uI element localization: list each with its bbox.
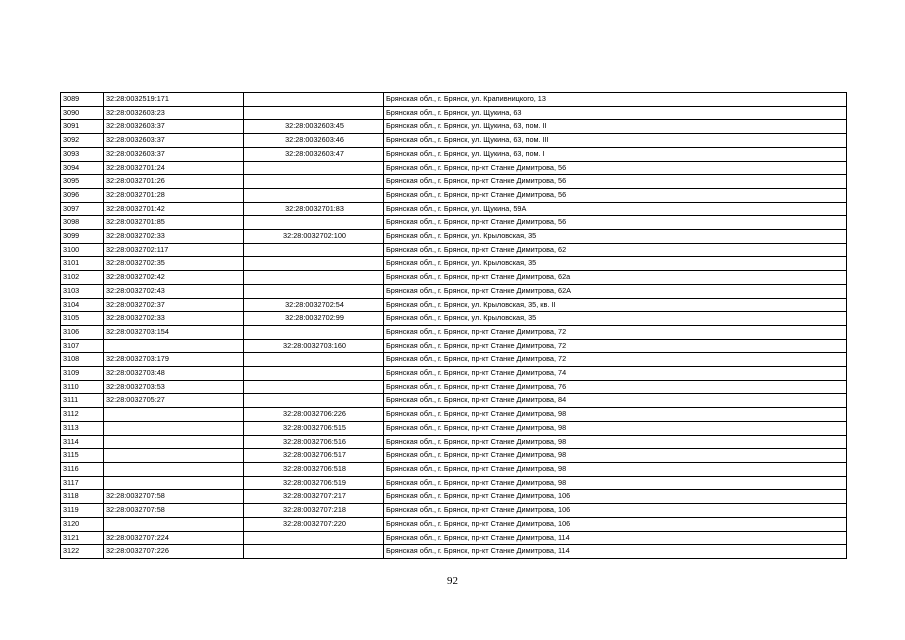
linked-cadastral-number-cell [244, 188, 384, 202]
row-number-cell: 3103 [61, 284, 104, 298]
linked-cadastral-number-cell [244, 271, 384, 285]
cadastral-number-cell: 32:28:0032702:117 [104, 243, 244, 257]
cadastral-number-cell: 32:28:0032519:171 [104, 93, 244, 107]
table-row [61, 147, 847, 161]
cadastral-number-cell: 32:28:0032603:37 [104, 134, 244, 148]
address-cell: Брянская обл., г. Брянск, ул. Крапивницкого, 13 [384, 93, 847, 107]
linked-cadastral-number-cell [244, 531, 384, 545]
row-number-cell: 3098 [61, 216, 104, 230]
linked-cadastral-number-cell [244, 325, 384, 339]
cadastral-number-cell: 32:28:0032701:26 [104, 175, 244, 189]
row-number-cell: 3112 [61, 408, 104, 422]
address-cell: Брянская обл., г. Брянск, пр-кт Станке Димитрова, 76 [384, 380, 847, 394]
linked-cadastral-number-cell: 32:28:0032603:47 [244, 147, 384, 161]
table-row [61, 367, 847, 381]
cadastral-number-cell [104, 517, 244, 531]
address-cell: Брянская обл., г. Брянск, ул. Щукина, 63, пом. II [384, 120, 847, 134]
row-number-cell: 3115 [61, 449, 104, 463]
address-cell: Брянская обл., г. Брянск, пр-кт Станке Димитрова, 98 [384, 408, 847, 422]
row-number-cell: 3118 [61, 490, 104, 504]
address-cell: Брянская обл., г. Брянск, ул. Щукина, 59А [384, 202, 847, 216]
address-cell: Брянская обл., г. Брянск, пр-кт Станке Димитрова, 98 [384, 476, 847, 490]
cadastral-number-cell: 32:28:0032707:224 [104, 531, 244, 545]
row-number-cell: 3091 [61, 120, 104, 134]
cadastral-number-cell: 32:28:0032701:42 [104, 202, 244, 216]
row-number-cell: 3110 [61, 380, 104, 394]
cadastral-number-cell [104, 408, 244, 422]
address-cell: Брянская обл., г. Брянск, пр-кт Станке Димитрова, 56 [384, 175, 847, 189]
table-row [61, 271, 847, 285]
table-row [61, 161, 847, 175]
table-row [61, 517, 847, 531]
address-cell: Брянская обл., г. Брянск, пр-кт Станке Димитрова, 62 [384, 243, 847, 257]
table-row [61, 408, 847, 422]
cadastral-number-cell [104, 462, 244, 476]
cadastral-number-cell: 32:28:0032702:43 [104, 284, 244, 298]
address-cell: Брянская обл., г. Брянск, пр-кт Станке Димитрова, 106 [384, 490, 847, 504]
row-number-cell: 3097 [61, 202, 104, 216]
row-number-cell: 3120 [61, 517, 104, 531]
table-row [61, 490, 847, 504]
linked-cadastral-number-cell: 32:28:0032701:83 [244, 202, 384, 216]
cadastral-number-cell: 32:28:0032603:37 [104, 147, 244, 161]
row-number-cell: 3090 [61, 106, 104, 120]
address-cell: Брянская обл., г. Брянск, ул. Крыловская, 35, кв. II [384, 298, 847, 312]
address-cell: Брянская обл., г. Брянск, пр-кт Станке Димитрова, 62а [384, 271, 847, 285]
address-cell: Брянская обл., г. Брянск, пр-кт Станке Димитрова, 56 [384, 216, 847, 230]
row-number-cell: 3113 [61, 421, 104, 435]
address-cell: Брянская обл., г. Брянск, пр-кт Станке Димитрова, 98 [384, 449, 847, 463]
table-row [61, 325, 847, 339]
row-number-cell: 3117 [61, 476, 104, 490]
row-number-cell: 3093 [61, 147, 104, 161]
cadastral-number-cell: 32:28:0032702:42 [104, 271, 244, 285]
row-number-cell: 3121 [61, 531, 104, 545]
linked-cadastral-number-cell [244, 243, 384, 257]
table-row [61, 394, 847, 408]
row-number-cell: 3109 [61, 367, 104, 381]
table-row [61, 257, 847, 271]
table-body [61, 93, 847, 559]
address-cell: Брянская обл., г. Брянск, пр-кт Станке Димитрова, 98 [384, 462, 847, 476]
table-row [61, 545, 847, 559]
linked-cadastral-number-cell [244, 216, 384, 230]
address-cell: Брянская обл., г. Брянск, ул. Крыловская, 35 [384, 312, 847, 326]
linked-cadastral-number-cell [244, 394, 384, 408]
row-number-cell: 3102 [61, 271, 104, 285]
linked-cadastral-number-cell: 32:28:0032706:518 [244, 462, 384, 476]
address-cell: Брянская обл., г. Брянск, ул. Щукина, 63, пом. I [384, 147, 847, 161]
row-number-cell: 3095 [61, 175, 104, 189]
table-row [61, 449, 847, 463]
table-row [61, 531, 847, 545]
row-number-cell: 3096 [61, 188, 104, 202]
address-cell: Брянская обл., г. Брянск, пр-кт Станке Димитрова, 72 [384, 353, 847, 367]
table-row [61, 380, 847, 394]
cadastral-number-cell: 32:28:0032603:37 [104, 120, 244, 134]
linked-cadastral-number-cell [244, 367, 384, 381]
linked-cadastral-number-cell: 32:28:0032603:46 [244, 134, 384, 148]
linked-cadastral-number-cell: 32:28:0032706:515 [244, 421, 384, 435]
table-row [61, 435, 847, 449]
address-cell: Брянская обл., г. Брянск, пр-кт Станке Димитрова, 56 [384, 188, 847, 202]
cadastral-number-cell: 32:28:0032702:37 [104, 298, 244, 312]
table-row [61, 504, 847, 518]
table-row [61, 339, 847, 353]
linked-cadastral-number-cell [244, 106, 384, 120]
cadastral-number-cell: 32:28:0032707:58 [104, 490, 244, 504]
address-cell: Брянская обл., г. Брянск, пр-кт Станке Димитрова, 114 [384, 531, 847, 545]
row-number-cell: 3099 [61, 230, 104, 244]
page-number: 92 [447, 575, 458, 587]
table-row [61, 243, 847, 257]
cadastral-number-cell [104, 449, 244, 463]
cadastral-table [60, 92, 847, 559]
address-cell: Брянская обл., г. Брянск, пр-кт Станке Димитрова, 98 [384, 421, 847, 435]
cadastral-number-cell: 32:28:0032702:35 [104, 257, 244, 271]
address-cell: Брянская обл., г. Брянск, пр-кт Станке Димитрова, 72 [384, 325, 847, 339]
row-number-cell: 3089 [61, 93, 104, 107]
linked-cadastral-number-cell: 32:28:0032707:220 [244, 517, 384, 531]
table-row [61, 284, 847, 298]
table-row [61, 188, 847, 202]
table-row [61, 216, 847, 230]
address-cell: Брянская обл., г. Брянск, пр-кт Станке Димитрова, 106 [384, 517, 847, 531]
linked-cadastral-number-cell: 32:28:0032702:54 [244, 298, 384, 312]
address-cell: Брянская обл., г. Брянск, пр-кт Станке Димитрова, 98 [384, 435, 847, 449]
linked-cadastral-number-cell: 32:28:0032707:218 [244, 504, 384, 518]
address-cell: Брянская обл., г. Брянск, пр-кт Станке Димитрова, 56 [384, 161, 847, 175]
address-cell: Брянская обл., г. Брянск, ул. Щукина, 63 [384, 106, 847, 120]
linked-cadastral-number-cell [244, 545, 384, 559]
cadastral-number-cell: 32:28:0032701:24 [104, 161, 244, 175]
address-cell: Брянская обл., г. Брянск, пр-кт Станке Димитрова, 74 [384, 367, 847, 381]
cadastral-number-cell: 32:28:0032701:28 [104, 188, 244, 202]
row-number-cell: 3116 [61, 462, 104, 476]
cadastral-number-cell [104, 435, 244, 449]
address-cell: Брянская обл., г. Брянск, пр-кт Станке Димитрова, 62А [384, 284, 847, 298]
linked-cadastral-number-cell: 32:28:0032706:519 [244, 476, 384, 490]
linked-cadastral-number-cell [244, 353, 384, 367]
cadastral-number-cell: 32:28:0032703:48 [104, 367, 244, 381]
cadastral-number-cell: 32:28:0032703:154 [104, 325, 244, 339]
table-row [61, 106, 847, 120]
cadastral-number-cell: 32:28:0032703:53 [104, 380, 244, 394]
cadastral-number-cell [104, 476, 244, 490]
cadastral-number-cell: 32:28:0032702:33 [104, 312, 244, 326]
linked-cadastral-number-cell: 32:28:0032703:160 [244, 339, 384, 353]
row-number-cell: 3100 [61, 243, 104, 257]
address-cell: Брянская обл., г. Брянск, пр-кт Станке Димитрова, 106 [384, 504, 847, 518]
row-number-cell: 3092 [61, 134, 104, 148]
table-row [61, 93, 847, 107]
linked-cadastral-number-cell [244, 257, 384, 271]
row-number-cell: 3111 [61, 394, 104, 408]
linked-cadastral-number-cell: 32:28:0032702:99 [244, 312, 384, 326]
row-number-cell: 3114 [61, 435, 104, 449]
table-row [61, 134, 847, 148]
address-cell: Брянская обл., г. Брянск, пр-кт Станке Димитрова, 72 [384, 339, 847, 353]
address-cell: Брянская обл., г. Брянск, ул. Крыловская, 35 [384, 230, 847, 244]
linked-cadastral-number-cell: 32:28:0032706:517 [244, 449, 384, 463]
table-row [61, 202, 847, 216]
cadastral-number-cell: 32:28:0032705:27 [104, 394, 244, 408]
linked-cadastral-number-cell: 32:28:0032706:516 [244, 435, 384, 449]
table-row [61, 462, 847, 476]
row-number-cell: 3122 [61, 545, 104, 559]
cadastral-number-cell: 32:28:0032701:85 [104, 216, 244, 230]
cadastral-number-cell [104, 339, 244, 353]
table-row [61, 230, 847, 244]
row-number-cell: 3108 [61, 353, 104, 367]
table-row [61, 421, 847, 435]
table-row [61, 120, 847, 134]
table-row [61, 476, 847, 490]
cadastral-number-cell: 32:28:0032707:58 [104, 504, 244, 518]
linked-cadastral-number-cell: 32:28:0032603:45 [244, 120, 384, 134]
cadastral-number-cell: 32:28:0032707:226 [104, 545, 244, 559]
linked-cadastral-number-cell [244, 161, 384, 175]
cadastral-number-cell: 32:28:0032703:179 [104, 353, 244, 367]
linked-cadastral-number-cell [244, 380, 384, 394]
row-number-cell: 3106 [61, 325, 104, 339]
row-number-cell: 3104 [61, 298, 104, 312]
cadastral-number-cell: 32:28:0032603:23 [104, 106, 244, 120]
cadastral-number-cell [104, 421, 244, 435]
address-cell: Брянская обл., г. Брянск, пр-кт Станке Димитрова, 114 [384, 545, 847, 559]
linked-cadastral-number-cell: 32:28:0032702:100 [244, 230, 384, 244]
row-number-cell: 3105 [61, 312, 104, 326]
linked-cadastral-number-cell [244, 284, 384, 298]
row-number-cell: 3101 [61, 257, 104, 271]
table-row [61, 298, 847, 312]
row-number-cell: 3119 [61, 504, 104, 518]
table-row [61, 175, 847, 189]
cadastral-number-cell: 32:28:0032702:33 [104, 230, 244, 244]
table-row [61, 312, 847, 326]
table-row [61, 353, 847, 367]
address-cell: Брянская обл., г. Брянск, ул. Крыловская, 35 [384, 257, 847, 271]
address-cell: Брянская обл., г. Брянск, ул. Щукина, 63, пом. III [384, 134, 847, 148]
address-cell: Брянская обл., г. Брянск, пр-кт Станке Димитрова, 84 [384, 394, 847, 408]
linked-cadastral-number-cell: 32:28:0032706:226 [244, 408, 384, 422]
linked-cadastral-number-cell [244, 93, 384, 107]
row-number-cell: 3094 [61, 161, 104, 175]
linked-cadastral-number-cell [244, 175, 384, 189]
row-number-cell: 3107 [61, 339, 104, 353]
linked-cadastral-number-cell: 32:28:0032707:217 [244, 490, 384, 504]
